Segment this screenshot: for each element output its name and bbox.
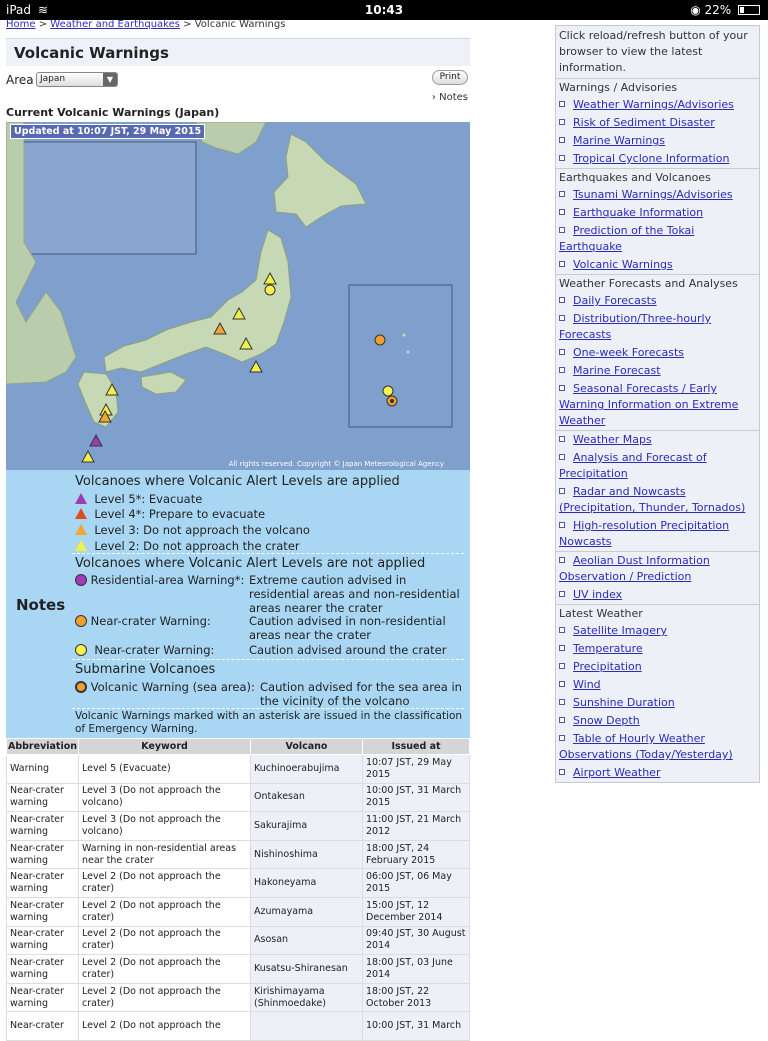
purple-circle-icon <box>75 574 87 586</box>
bullet-icon <box>559 155 565 161</box>
sidebar-category: Earthquakes and Volcanoes <box>556 168 759 186</box>
volcano-marker-near-crater[interactable] <box>265 285 275 295</box>
sidebar-item[interactable] <box>556 362 759 380</box>
sidebar-item[interactable] <box>556 712 759 730</box>
legend-residential-desc: Extreme caution advised in residential areas and non-residential areas nearer the crater <box>249 573 460 615</box>
ogasawara-box <box>349 285 452 427</box>
breadcrumb <box>6 18 470 34</box>
legend-sea-text: Volcanic Warning (sea area): <box>90 680 255 694</box>
sidebar-item[interactable] <box>556 132 759 150</box>
legend-near2-desc: Caution advised around the crater <box>249 643 447 657</box>
bullet-icon <box>559 101 565 107</box>
table-row <box>7 955 470 984</box>
sidebar-link[interactable]: Daily Forecasts <box>573 294 657 307</box>
bullet-icon <box>559 191 565 197</box>
sidebar-link[interactable]: Radar and Nowcasts (Precipitation, Thunder, Tornados) <box>559 485 746 514</box>
table-body <box>7 755 470 1041</box>
sidebar-link[interactable]: Table of Hourly Weather Observations (Today/Yesterday) <box>559 732 733 761</box>
bullet-icon <box>559 315 565 321</box>
table-row <box>7 812 470 841</box>
cell-abbreviation: Near-crater warning <box>7 926 79 955</box>
area-label: Area <box>6 73 34 87</box>
table-row <box>7 1012 470 1041</box>
submarine-center <box>390 399 394 403</box>
sidebar-link[interactable]: Tropical Cyclone Information <box>573 152 730 165</box>
red-triangle-icon <box>75 508 87 519</box>
bullet-icon <box>559 137 565 143</box>
main-column <box>6 18 470 1041</box>
legend-level5 <box>75 492 202 506</box>
volcano-marker-level2[interactable] <box>250 361 262 372</box>
page-title: Volcanic Warnings <box>6 38 470 66</box>
legend-section-submarine: Submarine Volcanoes <box>75 662 216 677</box>
sidebar-item[interactable] <box>556 551 759 586</box>
cell-issued: 09:40 JST, 30 August 2014 <box>363 926 470 955</box>
bullet-icon <box>559 699 565 705</box>
sidebar-item[interactable] <box>556 222 759 256</box>
hokkaido <box>274 134 366 227</box>
notes-heading: Notes <box>16 596 66 614</box>
bullet-icon <box>559 717 565 723</box>
bullet-icon <box>559 645 565 651</box>
sidebar-item[interactable] <box>556 622 759 640</box>
cell-volcano: Sakurajima <box>251 812 363 841</box>
bullet-icon <box>559 522 565 528</box>
legend-near1-text: Near-crater Warning: <box>90 614 211 628</box>
table-row <box>7 783 470 812</box>
cell-keyword: Level 2 (Do not approach the crater) <box>79 897 251 926</box>
sidebar-item[interactable] <box>556 114 759 132</box>
col-issued: Issued at <box>363 739 470 755</box>
sidebar-link[interactable]: Seasonal Forecasts / Early Warning Information on Extreme Weather <box>559 382 739 427</box>
legend-level2 <box>75 539 300 553</box>
sidebar-link[interactable]: Weather Maps <box>573 433 652 446</box>
orange-triangle-icon <box>75 524 87 535</box>
legend-near1-desc: Caution advised in non-residential areas near the crater <box>249 614 446 642</box>
bullet-icon <box>559 681 565 687</box>
cell-issued: 10:00 JST, 31 March <box>363 1012 470 1041</box>
warnings-table <box>6 738 470 1041</box>
col-keyword: Keyword <box>79 739 251 755</box>
bullet-icon <box>559 385 565 391</box>
sidebar-item[interactable] <box>556 449 759 483</box>
sidebar-item[interactable] <box>556 292 759 310</box>
sidebar-link[interactable]: Tsunami Warnings/Advisories <box>573 188 733 201</box>
cell-volcano: Asosan <box>251 926 363 955</box>
legend-near2-text: Near-crater Warning: <box>94 643 215 657</box>
legend-section-no-levels: Volcanoes where Volcanic Alert Levels are not applied <box>75 556 426 571</box>
kyushu <box>78 372 118 427</box>
bullet-icon <box>559 769 565 775</box>
submarine-circle-icon <box>75 681 87 693</box>
col-abbreviation: Abbreviation <box>7 739 79 755</box>
sidebar-item[interactable] <box>556 483 759 517</box>
sidebar-item[interactable] <box>556 676 759 694</box>
sidebar-link[interactable]: Risk of Sediment Disaster <box>573 116 715 129</box>
status-bar <box>0 0 768 20</box>
legend-residential <box>75 573 244 587</box>
volcano-marker-level5[interactable] <box>90 435 102 446</box>
updated-timestamp: Updated at 10:07 JST, 29 May 2015 <box>10 124 205 139</box>
chevron-right-icon: › <box>431 92 440 103</box>
sidebar-link[interactable]: High-resolution Precipitation Nowcasts <box>559 519 730 548</box>
lock-rotation-icon: ◉ <box>690 3 701 17</box>
japan-map-graphic <box>6 122 470 470</box>
cell-issued: 06:00 JST, 06 May 2015 <box>363 869 470 898</box>
bullet-icon <box>559 735 565 741</box>
area-select[interactable] <box>36 72 118 87</box>
cell-abbreviation: Near-crater warning <box>7 983 79 1012</box>
sidebar-link[interactable]: Earthquake Information <box>573 206 704 219</box>
sidebar-item[interactable] <box>556 430 759 449</box>
map-copyright: All rights reserved. Copyright © Japan Meteorological Agency <box>228 460 444 468</box>
cell-issued: 11:00 JST, 21 March 2012 <box>363 812 470 841</box>
divider <box>72 708 464 709</box>
breadcrumb-current: Volcanic Warnings <box>194 19 286 30</box>
col-volcano: Volcano <box>251 739 363 755</box>
breadcrumb-sep: > <box>183 19 195 30</box>
table-row <box>7 869 470 898</box>
table-row <box>7 840 470 869</box>
cell-issued: 10:07 JST, 29 May 2015 <box>363 755 470 784</box>
cell-issued: 18:00 JST, 24 February 2015 <box>363 840 470 869</box>
bullet-icon <box>559 227 565 233</box>
cell-abbreviation: Near-crater <box>7 1012 79 1041</box>
sidebar-item[interactable] <box>556 310 759 344</box>
sidebar-item[interactable] <box>556 640 759 658</box>
legend-near1 <box>75 614 211 628</box>
breadcrumb-home[interactable]: Home <box>6 19 36 30</box>
sidebar-link[interactable]: Analysis and Forecast of Precipitation <box>559 451 707 480</box>
cell-abbreviation: Near-crater warning <box>7 840 79 869</box>
sidebar-item[interactable] <box>556 586 759 604</box>
legend-residential-text: Residential-area Warning*: <box>90 573 245 587</box>
sidebar-item[interactable] <box>556 658 759 676</box>
bullet-icon <box>559 488 565 494</box>
cell-abbreviation: Near-crater warning <box>7 869 79 898</box>
sidebar-link[interactable]: Airport Weather <box>573 766 661 779</box>
cell-volcano: Azumayama <box>251 897 363 926</box>
cell-keyword: Level 2 (Do not approach the <box>79 1012 251 1041</box>
current-warnings-label: Current Volcanic Warnings (Japan) <box>6 106 220 119</box>
volcano-marker-near-crater[interactable] <box>383 386 393 396</box>
sidebar-item[interactable] <box>556 96 759 114</box>
bullet-icon <box>559 349 565 355</box>
sidebar-link[interactable]: Sunshine Duration <box>573 696 675 709</box>
cell-keyword: Level 2 (Do not approach the crater) <box>79 869 251 898</box>
print-button[interactable]: Print <box>432 70 468 85</box>
legend-level3-text: Level 3: Do not approach the volcano <box>94 523 310 537</box>
bullet-icon <box>559 261 565 267</box>
cell-abbreviation: Warning <box>7 755 79 784</box>
bullet-icon <box>559 591 565 597</box>
breadcrumb-weather[interactable]: Weather and Earthquakes <box>50 19 180 30</box>
divider <box>72 659 464 660</box>
sidebar-item[interactable] <box>556 380 759 430</box>
bullet-icon <box>559 297 565 303</box>
cell-abbreviation: Near-crater warning <box>7 783 79 812</box>
table-row <box>7 755 470 784</box>
notes-link[interactable] <box>432 92 468 103</box>
notes-link-label: Notes <box>439 92 468 103</box>
legend-level2-text: Level 2: Do not approach the crater <box>94 539 300 553</box>
sidebar-item[interactable] <box>556 764 759 782</box>
cell-volcano: Ontakesan <box>251 783 363 812</box>
volcano-marker-residential[interactable] <box>375 335 385 345</box>
cell-volcano: Hakoneyama <box>251 869 363 898</box>
cell-volcano: Kuchinoerabujima <box>251 755 363 784</box>
table-row <box>7 926 470 955</box>
sidebar-category: Latest Weather <box>556 604 759 622</box>
cell-keyword: Level 3 (Do not approach the volcano) <box>79 783 251 812</box>
clock: 10:43 <box>364 3 404 17</box>
sidebar-item[interactable] <box>556 150 759 168</box>
bullet-icon <box>559 209 565 215</box>
sidebar-link[interactable]: Marine Forecast <box>573 364 661 377</box>
yellow-circle-icon <box>75 644 87 656</box>
cell-keyword: Level 5 (Evacuate) <box>79 755 251 784</box>
chevron-down-icon: ▼ <box>103 73 117 86</box>
sidebar-link[interactable]: Satellite Imagery <box>573 624 668 637</box>
mainland-north <box>196 122 266 154</box>
legend-panel <box>6 470 470 738</box>
sidebar-item[interactable] <box>556 256 759 274</box>
cell-volcano: Nishinoshima <box>251 840 363 869</box>
legend-level3 <box>75 523 310 537</box>
sidebar-link[interactable]: Distribution/Three-hourly Forecasts <box>559 312 712 341</box>
cell-abbreviation: Near-crater warning <box>7 812 79 841</box>
sidebar-item[interactable] <box>556 344 759 362</box>
bullet-icon <box>559 367 565 373</box>
divider <box>72 553 464 554</box>
legend-footnote: Volcanic Warnings marked with an asterisk are issued in the classification of Emergency Warning. <box>75 710 463 735</box>
shikoku <box>141 372 186 394</box>
volcano-map[interactable] <box>6 122 470 470</box>
sidebar-link[interactable]: Marine Warnings <box>573 134 666 147</box>
battery-percent: 22% <box>704 3 732 17</box>
cell-volcano <box>251 1012 363 1041</box>
sidebar-item[interactable] <box>556 694 759 712</box>
bullet-icon <box>559 663 565 669</box>
device-label: iPad <box>6 3 32 17</box>
sidebar-category: Warnings / Advisories <box>556 78 759 96</box>
sidebar-link[interactable]: Weather Warnings/Advisories <box>573 98 734 111</box>
legend-section-alert-levels: Volcanoes where Volcanic Alert Levels are applied <box>75 474 400 489</box>
bullet-icon <box>559 436 565 442</box>
volcano-marker-level2[interactable] <box>82 451 94 462</box>
orange-circle-icon <box>75 615 87 627</box>
sidebar-link[interactable]: Temperature <box>573 642 643 655</box>
cell-keyword: Level 3 (Do not approach the volcano) <box>79 812 251 841</box>
sidebar-link[interactable]: Prediction of the Tokai Earthquake <box>559 224 695 253</box>
battery-icon <box>738 5 760 15</box>
breadcrumb-sep: > <box>38 19 51 30</box>
bullet-icon <box>559 627 565 633</box>
bullet-icon <box>559 557 565 563</box>
table-row <box>7 897 470 926</box>
cell-keyword: Level 2 (Do not approach the crater) <box>79 955 251 984</box>
cell-issued: 10:00 JST, 31 March 2015 <box>363 783 470 812</box>
legend-level4 <box>75 507 265 521</box>
sidebar-item[interactable] <box>556 204 759 222</box>
sidebar-category: Weather Forecasts and Analyses <box>556 274 759 292</box>
legend-level5-text: Level 5*: Evacuate <box>94 492 203 506</box>
sidebar-sections <box>556 78 759 782</box>
sidebar-link[interactable]: Snow Depth <box>573 714 640 727</box>
cell-issued: 18:00 JST, 03 June 2014 <box>363 955 470 984</box>
inset-box <box>24 142 196 254</box>
sidebar-intro: Click reload/refresh button of your browser to view the latest information. <box>559 29 748 74</box>
area-select-value: Japan <box>40 74 66 84</box>
wifi-icon: ≋ <box>38 3 49 17</box>
table-row <box>7 983 470 1012</box>
area-row <box>6 66 470 106</box>
legend-sea <box>75 680 255 694</box>
bullet-icon <box>559 119 565 125</box>
sidebar-link[interactable]: Precipitation <box>573 660 642 673</box>
sidebar-item[interactable] <box>556 186 759 204</box>
island <box>403 334 406 337</box>
purple-triangle-icon <box>75 493 87 504</box>
sidebar-link[interactable]: One-week Forecasts <box>573 346 685 359</box>
legend-near2 <box>75 643 214 657</box>
cell-volcano: Kirishimayama (Shinmoedake) <box>251 983 363 1012</box>
sidebar <box>555 25 760 783</box>
cell-issued: 15:00 JST, 12 December 2014 <box>363 897 470 926</box>
battery-status <box>690 3 760 17</box>
island <box>407 351 410 354</box>
bullet-icon <box>559 454 565 460</box>
cell-abbreviation: Near-crater warning <box>7 955 79 984</box>
sidebar-link[interactable]: Wind <box>573 678 601 691</box>
cell-issued: 18:00 JST, 22 October 2013 <box>363 983 470 1012</box>
legend-sea-desc: Caution advised for the sea area in the vicinity of the volcano <box>260 680 462 708</box>
sidebar-link[interactable]: Aeolian Dust Information Observation / Prediction <box>559 554 710 583</box>
legend-level4-text: Level 4*: Prepare to evacuate <box>94 507 266 521</box>
cell-keyword: Level 2 (Do not approach the crater) <box>79 926 251 955</box>
sidebar-link[interactable]: UV index <box>573 588 623 601</box>
cell-keyword: Level 2 (Do not approach the crater) <box>79 983 251 1012</box>
cell-keyword: Warning in non-residential areas near the crater <box>79 840 251 869</box>
sidebar-item[interactable] <box>556 730 759 764</box>
cell-abbreviation: Near-crater warning <box>7 897 79 926</box>
yellow-triangle-icon <box>75 540 87 551</box>
sidebar-item[interactable] <box>556 517 759 551</box>
cell-volcano: Kusatsu-Shiranesan <box>251 955 363 984</box>
sidebar-link[interactable]: Volcanic Warnings <box>573 258 673 271</box>
